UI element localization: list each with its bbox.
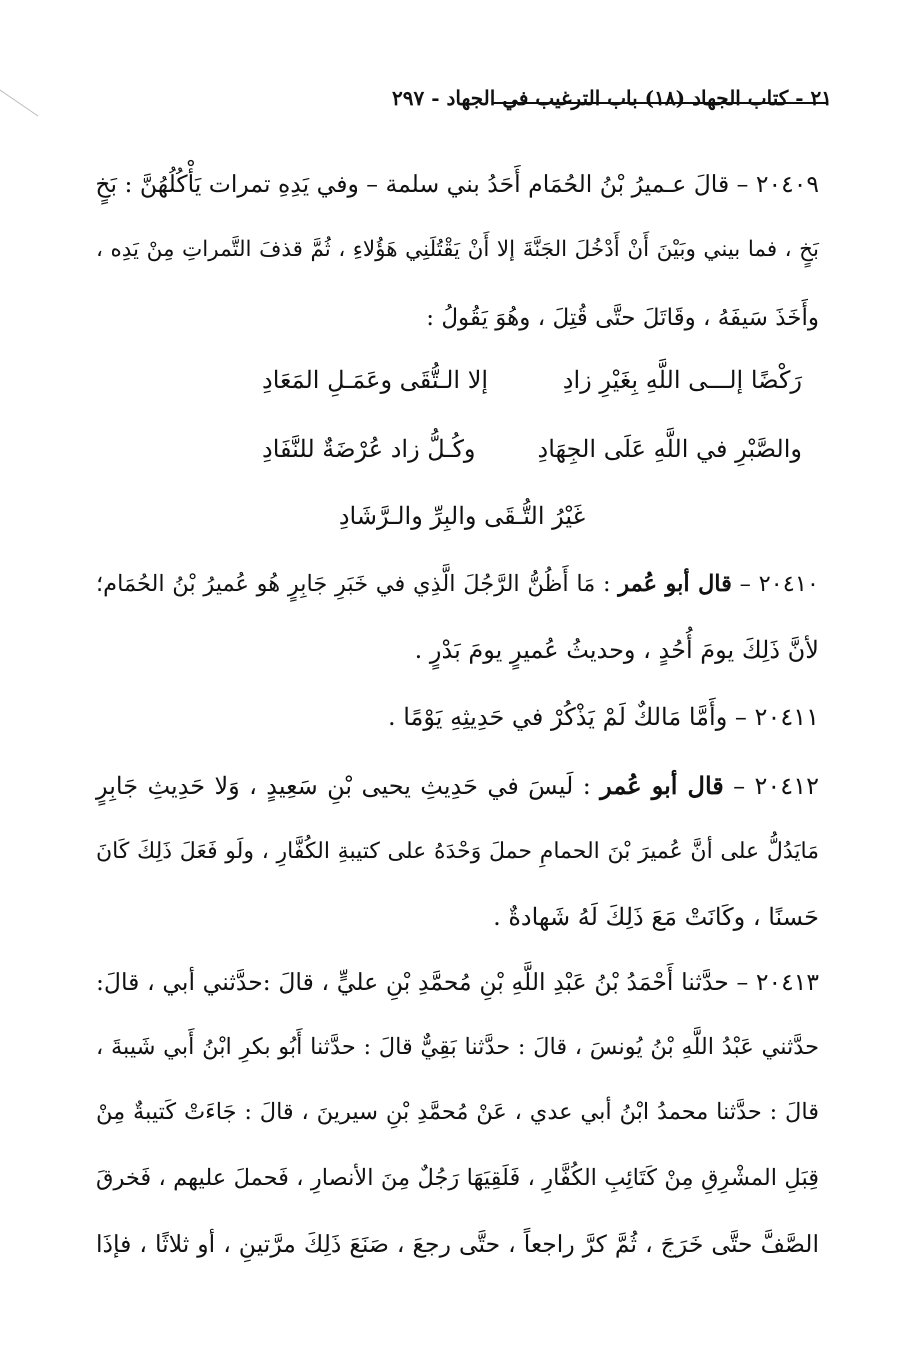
- p2413-line-5: الصَّفَّ حتَّى خَرَجَ ، ثُمَّ كرَّ راجعاً ، حتَّى رجعَ ، صَنَعَ ذَلِكَ مرَّتينِ ، أو ثلاثًا ، فإذَا: [96, 1230, 819, 1258]
- p2409-line-3: وأَخَذَ سَيفَهُ ، وقَاتَلَ حتَّى قُتِلَ ، وهُوَ يَقُولُ :: [426, 305, 819, 331]
- running-header: [0, 82, 924, 122]
- p2410-number: ٢٠٤١٠ –: [739, 571, 820, 597]
- poem-verse-2-first-hemistich: والصَّبْرِ في اللَّهِ عَلَى الجِهَادِ: [537, 435, 802, 463]
- p2413-line-1: ٢٠٤١٣ – حدَّثنا أَحْمَدُ بْنُ عَبْدِ اللَّهِ بْنِ مُحمَّدِ بْنِ عليٍّ ، قالَ :حدَّثني أبي ، قالَ:: [96, 968, 819, 996]
- p2412-line-3: حَسنًا ، وكَانَتْ مَعَ ذَلِكَ لَهُ شَهادةٌ .: [493, 903, 819, 931]
- p2412-line-1: [96, 762, 819, 810]
- header-text: ٢١ - كتاب الجهاد (١٨) باب الترغيب في الجهاد - ٢٩٧: [392, 86, 832, 110]
- poem-verse-2-second-hemistich: وكُـلُّ زاد عُرْضَةٌ للنَّفَادِ: [262, 435, 476, 463]
- p2412-speaker: قال أبو عُمر: [600, 771, 724, 800]
- p2410-line-1: [96, 560, 819, 608]
- p2412-number: ٢٠٤١٢ –: [733, 772, 819, 800]
- p2410-line-2: لأنَّ ذَلِكَ يومَ أُحُدٍ ، وحديثُ عُميرٍ يومَ بَدْرٍ .: [414, 636, 819, 664]
- p2413-line-3: قالَ : حدَّثنا محمدُ ابْنُ أبي عدي ، عَنْ مُحمَّدِ بْنِ سيرينَ ، قالَ : جَاءَتْ كَتيبةٌ مِنْ: [96, 1099, 819, 1125]
- p2410-text: : مَا أَظُنُّ الرَّجُلَ الَّذِي في خَبَرِ جَابِرٍ هُو عُميرُ بْنُ الحُمَام؛: [96, 571, 611, 597]
- p2409-line-1: ٢٠٤٠٩ – قالَ عـميرُ بْنُ الحُمَام أَحَدُ بني سلمة – وفي يَدِهِ تمرات يَأْكُلُهُنَّ : بَخٍ: [95, 170, 819, 198]
- p2412-text: : لَيسَ في حَدِيثِ يحيى بْنِ سَعِيدٍ ، وَلا حَدِيثِ جَابِرٍ: [96, 772, 591, 800]
- poem-verse-3: غَيْرُ التُّـقَى والبِرِّ والـرَّشَادِ: [338, 502, 586, 530]
- p2413-line-2: حدَّثني عَبْدُ اللَّهِ بْنُ يُونسَ ، قالَ : حدَّثنا بَقِيٌّ قالَ : حدَّثنا أَبُو بكرِ ابْنُ أَبي شَيبةَ ،: [96, 1034, 819, 1060]
- p2413-line-4: قِبَلِ المشْرِقِ مِنْ كَتَائِبِ الكُفَّارِ ، فَلَقِيَهَا رَجُلٌ مِنَ الأنصارِ ، فَحملَ عليهم ، فَخرقَ: [96, 1165, 819, 1191]
- p2409-line-2: بَخٍ ، فما بيني وبَيْنَ أَنْ أَدْخُلَ الجَنَّةَ إلا أَنْ يَقْتُلَنِي هَؤُلاءِ ، ثُمَّ قذفَ التَّمراتِ مِنْ يَدِه ،: [96, 237, 819, 262]
- p2412-line-2: مَايَدُلُّ على أنَّ عُميرَ بْنَ الحمامِ حملَ وَحْدَهُ على كتيبةِ الكُفَّارِ ، ولَو فَعَلَ ذَلِكَ كَانَ: [96, 839, 819, 864]
- p2411-line-1: ٢٠٤١١ – وأَمَّا مَالكٌ لَمْ يَذْكُرْ في حَدِيثِهِ يَوْمًا .: [387, 703, 819, 731]
- p2410-speaker: قال أبو عُمر: [618, 571, 732, 597]
- poem-verse-1-second-hemistich: إلا الـتُّقَى وعَمَـلِ المَعَادِ: [262, 366, 489, 394]
- poem-verse-1-first-hemistich: رَكْضًا إلـــى اللَّهِ بِغَيْرِ زادِ: [562, 366, 802, 394]
